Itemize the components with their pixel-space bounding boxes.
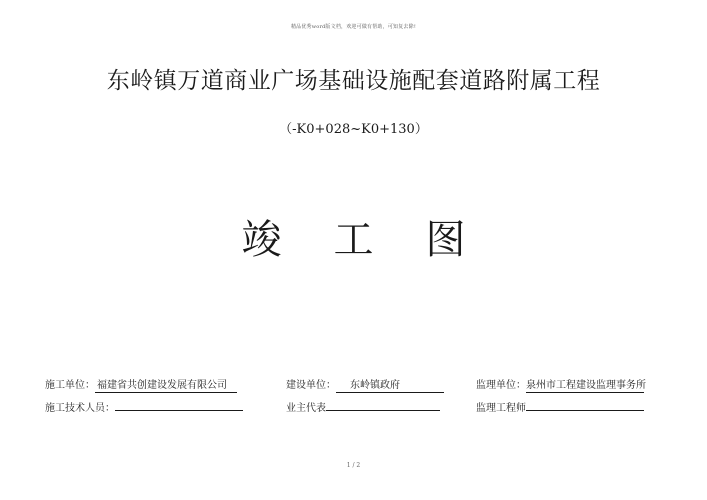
supervision-unit-field [476, 379, 644, 393]
construction-tech-label: 施工技术人员： [45, 403, 115, 414]
supervision-engineer-label: 监理工程师 [476, 403, 526, 414]
document-title: 东岭镇万道商业广场基础设施配套道路附属工程 [106, 68, 601, 94]
build-unit-field [286, 379, 444, 393]
construction-tech-field [45, 398, 243, 415]
owner-rep-value [326, 398, 440, 411]
construction-unit-field [45, 379, 237, 393]
supervision-engineer-field [476, 398, 644, 415]
watermark-text: 精品优秀word版文档，欢迎可做有帮助，可知复去除! [290, 24, 417, 30]
construction-tech-value [115, 398, 243, 411]
completion-drawing-heading: 竣工图 [241, 217, 518, 263]
document-subtitle: （-K0+028~K0+130） [279, 122, 428, 137]
owner-rep-field [286, 398, 440, 415]
supervision-engineer-value [526, 398, 644, 411]
build-unit-label: 建设单位： [286, 380, 336, 391]
owner-rep-label: 业主代表 [286, 403, 326, 414]
supervision-unit-label: 监理单位： [476, 380, 526, 391]
construction-unit-label: 施工单位： [45, 380, 95, 391]
page-number: 1 / 2 [346, 462, 361, 469]
build-unit-value: 东岭镇政府 [336, 380, 444, 393]
supervision-unit-value: 泉州市工程建设监理事务所 [526, 380, 646, 391]
construction-unit-value: 福建省共创建设发展有限公司 [95, 380, 237, 393]
